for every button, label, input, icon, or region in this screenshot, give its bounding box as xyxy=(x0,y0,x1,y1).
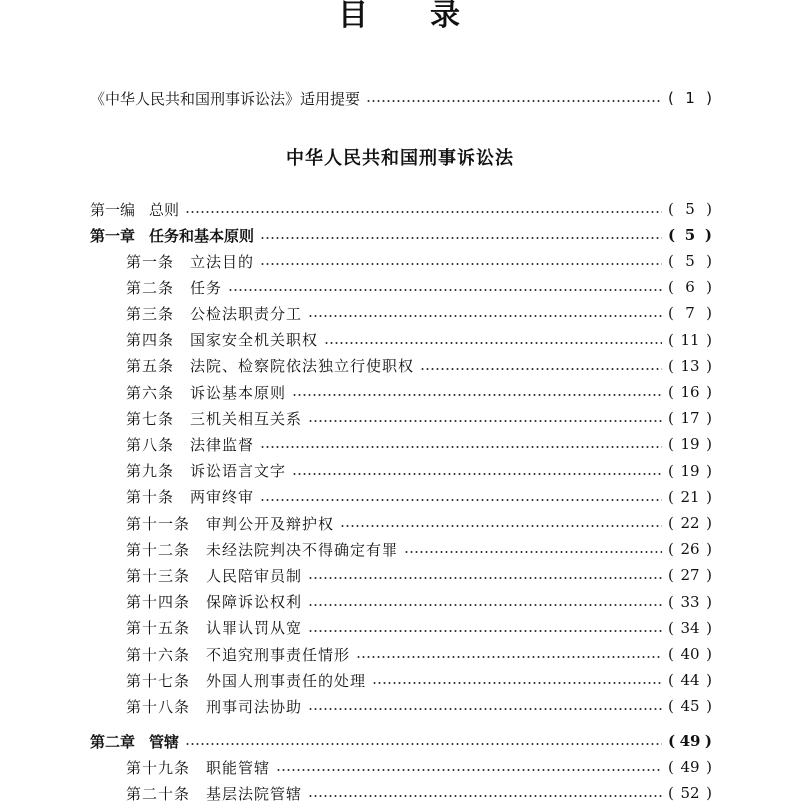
toc-entry-label: 第十一条 审判公开及辩护权 xyxy=(126,514,335,533)
toc-entry-label: 第二十条 基层法院管辖 xyxy=(126,784,303,803)
leader-dots xyxy=(292,394,662,396)
toc-entry-page: ( 5 ) xyxy=(668,226,712,244)
leader-dots xyxy=(260,446,662,448)
leader-dots xyxy=(372,682,662,684)
leader-dots xyxy=(260,499,662,501)
toc-entry-label: 第九条 诉讼语言文字 xyxy=(126,462,287,481)
toc-entry-page: ( 49 ) xyxy=(668,758,712,776)
toc-entry-label: 第十九条 职能管辖 xyxy=(126,758,271,777)
toc-entry-chapter[interactable] xyxy=(90,223,712,247)
toc-entry-page: ( 1 ) xyxy=(668,89,712,107)
toc-entry-label: 第八条 法律监督 xyxy=(126,435,255,454)
toc-entry-article[interactable] xyxy=(126,668,712,692)
page-title xyxy=(0,0,800,34)
toc-entry-page: ( 19 ) xyxy=(668,435,712,454)
toc-entry-label: 第十八条 刑事司法协助 xyxy=(126,697,303,716)
toc-entry-page: ( 5 ) xyxy=(668,200,712,218)
leader-dots xyxy=(404,551,662,553)
toc-entry-page: ( 26 ) xyxy=(668,540,712,559)
toc-entry-article[interactable] xyxy=(126,537,712,561)
toc-entry-page: ( 5 ) xyxy=(668,252,712,270)
toc-entry-page: ( 49 ) xyxy=(668,732,712,750)
leader-dots xyxy=(308,604,662,606)
toc-entry-article[interactable] xyxy=(126,301,712,325)
toc-entry-chapter[interactable] xyxy=(90,729,712,753)
leader-dots xyxy=(292,473,662,475)
leader-dots xyxy=(260,263,662,265)
section-heading: 中华人民共和国刑事诉讼法 xyxy=(286,148,514,169)
toc-entry-article[interactable] xyxy=(126,590,712,614)
toc-entry-label: 第三条 公检法职责分工 xyxy=(126,304,303,323)
toc-entry-article[interactable] xyxy=(126,694,712,718)
leader-dots xyxy=(308,315,662,317)
toc-entry-page: ( 6 ) xyxy=(668,278,712,297)
toc-entry-article[interactable] xyxy=(126,642,712,666)
toc-entry-article[interactable] xyxy=(126,432,712,456)
toc-entry-page: ( 27 ) xyxy=(668,566,712,585)
toc-entry-label: 第十四条 保障诉讼权利 xyxy=(126,593,303,612)
toc-entry-label: 《中华人民共和国刑事诉讼法》适用提要 xyxy=(90,89,361,108)
toc-entry-page: ( 19 ) xyxy=(668,461,712,480)
toc-entry-label: 第一编 总则 xyxy=(90,200,180,219)
toc-entry-intro[interactable] xyxy=(90,86,712,110)
toc-entry-page: ( 7 ) xyxy=(668,304,712,323)
toc-entry-page: ( 17 ) xyxy=(668,409,712,428)
toc-entry-label: 第一章 任务和基本原则 xyxy=(90,226,255,245)
toc-entry-label: 第四条 国家安全机关职权 xyxy=(126,331,319,350)
toc-entry-article[interactable] xyxy=(126,616,712,640)
toc-entry-page: ( 16 ) xyxy=(668,383,712,401)
toc-entry-article[interactable] xyxy=(126,459,712,483)
leader-dots xyxy=(308,795,662,797)
toc-entry-label: 第七条 三机关相互关系 xyxy=(126,409,303,428)
toc-entry-page: ( 33 ) xyxy=(668,592,712,611)
leader-dots xyxy=(324,342,662,344)
toc-entry-article[interactable] xyxy=(126,406,712,430)
toc-entry-page: ( 21 ) xyxy=(668,487,712,506)
toc-entry-article[interactable] xyxy=(126,485,712,509)
leader-dots xyxy=(308,577,662,579)
leader-dots xyxy=(185,743,662,745)
toc-entry-page: ( 44 ) xyxy=(668,671,712,690)
toc-entry-label: 第一条 立法目的 xyxy=(126,252,255,271)
toc-entry-label: 第十二条 未经法院判决不得确定有罪 xyxy=(126,540,399,559)
leader-dots xyxy=(340,525,662,527)
page-title-char-1: 目 xyxy=(338,0,370,33)
toc-entry-article[interactable] xyxy=(126,781,712,805)
toc-entry-page: ( 45 ) xyxy=(668,697,712,716)
toc-entry-label: 第五条 法院、检察院依法独立行使职权 xyxy=(126,357,415,376)
leader-dots xyxy=(228,289,662,291)
toc-entry-label: 第二条 任务 xyxy=(126,278,223,297)
leader-dots xyxy=(308,630,662,632)
toc-entry-page: ( 11 ) xyxy=(668,330,712,349)
page-title-char-2: 录 xyxy=(430,0,462,33)
toc-entry-label: 第十五条 认罪认罚从宽 xyxy=(126,619,303,638)
toc-entry-article[interactable] xyxy=(126,249,712,273)
toc-entry-page: ( 22 ) xyxy=(668,514,712,532)
leader-dots xyxy=(308,708,662,710)
toc-entry-article[interactable] xyxy=(126,563,712,587)
toc-entry-page: ( 13 ) xyxy=(668,356,712,375)
toc-entry-page: ( 34 ) xyxy=(668,618,712,637)
toc-entry-part[interactable] xyxy=(90,197,712,221)
leader-dots xyxy=(185,211,662,213)
toc-entry-page: ( 40 ) xyxy=(668,645,712,663)
toc-entry-label: 第六条 诉讼基本原则 xyxy=(126,383,287,402)
leader-dots xyxy=(308,420,662,422)
leader-dots xyxy=(366,100,662,102)
toc-entry-page: ( 52 ) xyxy=(668,784,712,803)
toc-entry-article[interactable] xyxy=(126,328,712,352)
toc-entry-label: 第十三条 人民陪审员制 xyxy=(126,566,303,585)
toc-entry-article[interactable] xyxy=(126,354,712,378)
leader-dots xyxy=(356,656,662,658)
toc-entry-label: 第十条 两审终审 xyxy=(126,488,255,507)
toc-entry-label: 第二章 管辖 xyxy=(90,732,180,751)
toc-entry-label: 第十六条 不追究刑事责任情形 xyxy=(126,645,351,664)
leader-dots xyxy=(420,368,662,370)
toc-entry-article[interactable] xyxy=(126,275,712,299)
toc-entry-article[interactable] xyxy=(126,755,712,779)
toc-entry-label: 第十七条 外国人刑事责任的处理 xyxy=(126,671,367,690)
toc-entry-article[interactable] xyxy=(126,380,712,404)
toc-entry-article[interactable] xyxy=(126,511,712,535)
leader-dots xyxy=(276,769,662,771)
leader-dots xyxy=(260,237,662,239)
